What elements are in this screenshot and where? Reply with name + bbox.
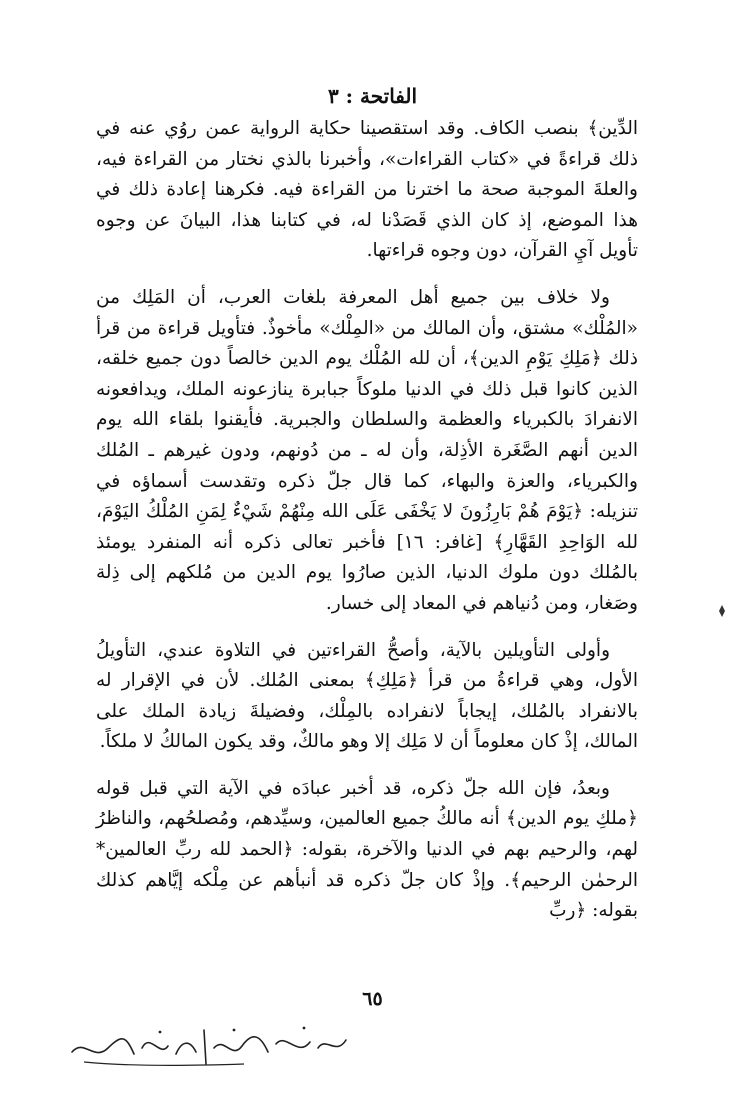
page-header: الفاتحة : ٣ (327, 84, 418, 108)
handwritten-signature (64, 1018, 354, 1070)
page-number: ٦٥ (362, 988, 383, 1010)
body-text (96, 114, 638, 943)
paragraph-1: الدِّين﴾ بنصب الكاف. وقد استقصينا حكاية الرواية عمن روُي عنه في ذلك قراءةً في «كتاب القراءات»، وأخبرنا بالذي نختار من القراءة فيه، والعلةَ الموجبة صحة ما اخترنا من القراءة فيه. فكرهنا إعادة ذلك في هذا الموضع، إذ كان الذي قَصَدْنا له، في كتابنا هذا، البيانَ عن وجوه تأويل آيِ القرآن، دون وجوه قراءتها. (96, 118, 638, 262)
margin-mark (718, 604, 726, 618)
paragraph-4: وبعدُ، فإن الله جلّ ذكره، قد أخبر عبادَه في الآية التي قبل قوله ﴿ملكِ يوم الدين﴾ أنه مالكُ جميع العالمين، وسيِّدهم، ومُصلحُهم، والناظرُ لهم، والرحيم بهم في الدنيا والآخرة، بقوله: ﴿الحمد لله ربِّ العالمين* الرحمٰن الرحيم﴾. وإذْ كان جلّ ذكره قد أنبأهم عن مِلْكه إيَّاهم كذلك بقوله: ﴿ربِّ (96, 777, 638, 922)
paragraph-3: وأولى التأويلين بالآية، وأصحُّ القراءتين في التلاوة عندي، التأويلُ الأول، وهي قراءةُ من قرأ ﴿مَلِكِ﴾ بمعنى المُلك. لأن في الإقرار له بالانفراد بالمُلك، إيجاباً لانفراده بالمِلْك، وفضيلةَ زيادة الملك على المالك، إذْ كان معلوماً أن لا مَلِك إلا وهو مالكٌ، وقد يكون المالكُ لا ملكاً. (96, 639, 638, 753)
paragraph-2: ولا خلاف بين جميع أهل المعرفة بلغات العرب، أن المَلِك من «المُلْك» مشتق، وأن المالك من «المِلْك» مأخوذٌ. فتأويل قراءة من قرأ ذلك ﴿مَلِكِ يَوْمِ الدين﴾، أن لله المُلْك يوم الدين خالصاً دون جميع خلقه، الذين كانوا قبل ذلك في الدنيا ملوكاً جبابرة ينازعونه الملك، ويدافعونه الانفرادَ بالكبرياء والعظمة والسلطان والجبرية. فأيقنوا بلقاء الله يوم الدين أنهم الصَّغَرة الأذِلة، وأن له ـ من دُونهم، ودون غيرهم ـ المُلك والكبرياء، والعزة والبهاء، كما قال جلّ ذكره وتقدست أسماؤه في تنزيله: ﴿يَوْمَ هُمْ بَارِزُونَ لا يَخْفَى عَلَى الله مِنْهُمْ شَيْءٌ لِمَنِ المُلْكُ اليَوْمَ، لله الوَاحِدِ القَهَّارِ﴾ [غافر: ١٦] فأخبر تعالى ذكره أنه المنفرد يومئذ بالمُلك دون ملوك الدنيا، الذين صارُوا يوم الدين من مُلكهم إلى ذِلة وصَغار، ومن دُنياهم في المعاد إلى خسار. (96, 286, 638, 614)
